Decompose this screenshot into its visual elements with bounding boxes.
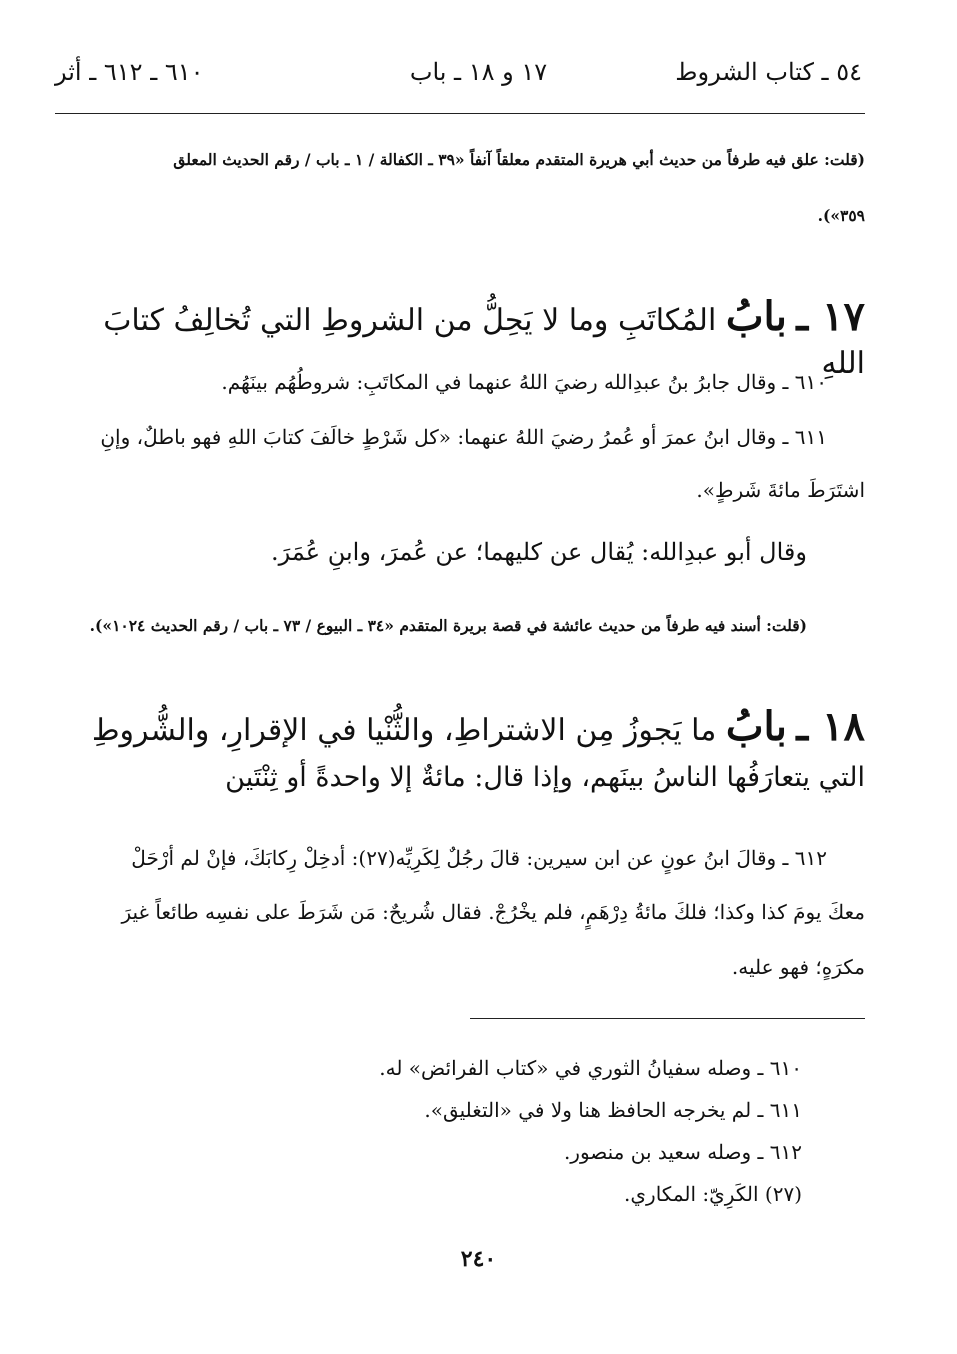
- footnote-27: (٢٧) الكَرِيّ: المكاري.: [624, 1182, 802, 1206]
- header-book-title: ٥٤ ـ كتاب الشروط: [675, 58, 862, 86]
- chapter-18-heading: [55, 700, 865, 754]
- chapter-17-bab: بابُ: [725, 293, 787, 340]
- editor-note-1-line1: (قلت: علق فيه طرفاً من حديث أبي هريرة المتقدم معلقاً آنفاً «٣٩ ـ الكفالة / ١ ـ باب / رقم الحديث المعلق: [173, 150, 865, 169]
- editor-note-1-line2: ٣٥٩»).: [817, 206, 865, 225]
- footnote-rule: [470, 1018, 865, 1019]
- editor-note-2: (قلت: أسند فيه طرفاً من حديث عائشة في قصة بريرة المتقدم «٣٤ ـ البيوع / ٧٣ ـ باب / رقم الحديث ١٠٢٤»).: [89, 616, 807, 635]
- athar-611-line1: ٦١١ ـ وقال ابنُ عمرَ أو عُمرُ رضيَ اللهُ عنهما: «كل شَرْطٍ خالَفَ كتابَ اللهِ فهو باطلٌ، وإنِ: [100, 425, 827, 449]
- chapter-18-title-line2: التي يتعارَفُها الناسُ بينَهم، وإذا قال: مائةٌ إلا واحدةً أو ثِنْتَين: [225, 762, 865, 793]
- page-number: ٢٤٠: [460, 1246, 497, 1272]
- athar-612-line3: مكرَهٍ؛ فهو عليه.: [731, 955, 865, 979]
- footnote-610: ٦١٠ ـ وصله سفيانُ الثوري في «كتاب الفرائض» له.: [379, 1056, 802, 1080]
- header-rule: [55, 113, 865, 114]
- chapter-17-title: المُكاتَبِ وما لا يَحِلُّ من الشروطِ التي تُخالِفُ كتابَ اللهِ: [103, 303, 865, 381]
- chapter-18-number: ١٨ ـ: [796, 703, 865, 750]
- chapter-17-number: ١٧ ـ: [796, 293, 865, 340]
- abu-abdullah-remark: وقال أبو عبدِالله: يُقال عن كليهما؛ عن عُمرَ، وابنِ عُمَرَ.: [271, 538, 807, 566]
- footnote-612: ٦١٢ ـ وصله سعيد بن منصور.: [563, 1140, 802, 1164]
- chapter-18-bab: بابُ: [725, 703, 787, 750]
- athar-612-line1: ٦١٢ ـ وقالَ ابنُ عونٍ عن ابن سيرين: قالَ رجُلٌ لِكَرِيِّه(٢٧): أدخِلْ رِكابَكَ، فإنْ لم أرْحَلْ: [131, 846, 827, 870]
- header-athar-range: ٦١٠ ـ ٦١٢ ـ أثر: [55, 58, 204, 86]
- athar-612-line2: معكَ يومَ كذا وكذا؛ فلكَ مائةُ دِرْهَمٍ، فلم يخْرُجْ. فقال شُريحٌ: مَن شَرَطَ على نفسِه طائعاً غيرَ: [121, 900, 865, 924]
- athar-610: ٦١٠ ـ وقال جابرُ بنُ عبدِالله رضيَ اللهُ عنهما في المكاتَبِ: شروطُهُم بينَهُم.: [221, 370, 827, 394]
- chapter-18-title-line1: ما يَجوزُ مِن الاشتراطِ، والثُّنْيا في الإقرارِ، والشُّروطِ: [91, 713, 717, 748]
- footnote-611: ٦١١ ـ لم يخرجه الحافظ هنا ولا في «التغليق».: [424, 1098, 802, 1122]
- athar-611-line2: اشتَرَطَ مائةَ شَرطٍ».: [696, 478, 865, 502]
- header-chapters: ١٧ و ١٨ ـ باب: [409, 58, 548, 86]
